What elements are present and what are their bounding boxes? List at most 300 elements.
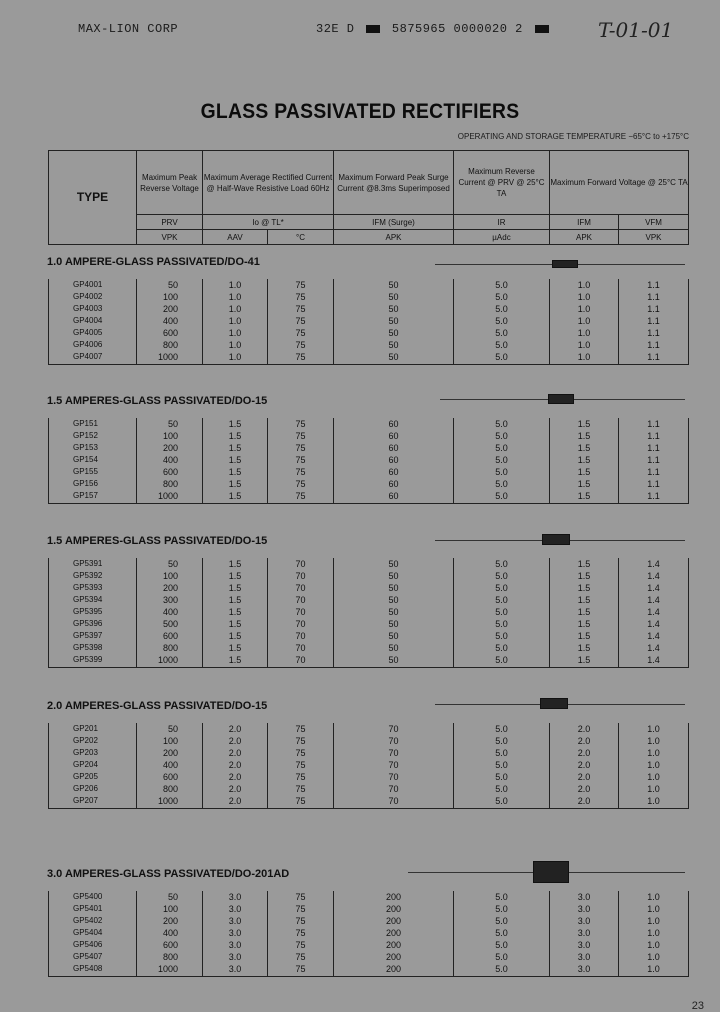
table-row [49,783,689,795]
type-cell: GP151 [49,418,137,430]
ir-cell: 5.0 [454,442,550,454]
ifm-cell: 1.5 [550,442,619,454]
io-cell: 2.0 [203,723,268,735]
io-cell: 1.0 [203,279,268,291]
table-row [49,279,689,291]
vfm-cell: 1.0 [619,771,689,783]
prv-cell: 100 [137,570,203,582]
doc-code: 32E D [316,22,355,36]
vfm-cell: 1.4 [619,558,689,570]
type-cell: GP4005 [49,327,137,339]
tl-cell: 75 [268,279,334,291]
type-cell: GP4004 [49,315,137,327]
tl-cell: 75 [268,963,334,977]
tl-cell: 75 [268,454,334,466]
ir-cell: 5.0 [454,291,550,303]
io-cell: 1.0 [203,303,268,315]
table-row [49,478,689,490]
tl-cell: 75 [268,951,334,963]
prv-cell: 100 [137,430,203,442]
type-cell: GP5398 [49,642,137,654]
ir-cell: 5.0 [454,927,550,939]
io-cell: 1.0 [203,291,268,303]
type-cell: GP205 [49,771,137,783]
prv-cell: 1000 [137,963,203,977]
prv-cell: 50 [137,723,203,735]
prv-cell: 800 [137,783,203,795]
ir-cell: 5.0 [454,903,550,915]
tl-cell: 75 [268,418,334,430]
ifm-cell: 2.0 [550,735,619,747]
prv-cell: 800 [137,951,203,963]
handwritten-code: T-01-01 [598,18,674,42]
table-row [49,927,689,939]
prv-cell: 400 [137,759,203,771]
spec-table-do15-a [48,418,689,504]
ir-cell: 5.0 [454,606,550,618]
type-cell: GP155 [49,466,137,478]
table-row [49,442,689,454]
ir-cell: 5.0 [454,466,550,478]
vfm-cell: 1.1 [619,490,689,504]
unit-label: VFM [619,215,689,230]
io-cell: 3.0 [203,903,268,915]
surge-cell: 60 [334,418,454,430]
vfm-cell: 1.0 [619,951,689,963]
ifm-cell: 1.5 [550,654,619,668]
vfm-cell: 1.0 [619,759,689,771]
surge-cell: 60 [334,454,454,466]
io-cell: 3.0 [203,915,268,927]
spec-table-do15-b [48,558,689,668]
table-row [49,771,689,783]
io-cell: 1.0 [203,315,268,327]
ifm-cell: 1.5 [550,642,619,654]
surge-cell: 50 [334,339,454,351]
table-row [49,339,689,351]
ir-cell: 5.0 [454,327,550,339]
surge-cell: 50 [334,303,454,315]
io-cell: 3.0 [203,963,268,977]
vfm-cell: 1.4 [619,618,689,630]
unit-label: APK [334,230,454,245]
table-row [49,735,689,747]
page-title: GLASS PASSIVATED RECTIFIERS [200,100,520,123]
surge-cell: 70 [334,783,454,795]
ifm-cell: 1.0 [550,351,619,365]
vfm-cell: 1.0 [619,939,689,951]
table-row [49,618,689,630]
ifm-cell: 1.5 [550,594,619,606]
table-row [49,570,689,582]
prv-cell: 100 [137,735,203,747]
vfm-cell: 1.0 [619,915,689,927]
surge-cell: 70 [334,771,454,783]
prv-cell: 400 [137,606,203,618]
spec-table-do41 [48,279,689,365]
doc-code-line [316,22,553,36]
type-cell: GP5392 [49,570,137,582]
table-row [49,454,689,466]
section-title: 1.5 AMPERES-GLASS PASSIVATED/DO-15 [47,395,268,407]
prv-cell: 800 [137,478,203,490]
type-cell: GP4002 [49,291,137,303]
unit-label: VPK [619,230,689,245]
ifm-cell: 1.0 [550,327,619,339]
vfm-cell: 1.1 [619,430,689,442]
vfm-cell: 1.1 [619,454,689,466]
io-cell: 1.0 [203,351,268,365]
page-number: 23 [691,1000,704,1012]
table-row [49,303,689,315]
vfm-cell: 1.1 [619,351,689,365]
table-row [49,723,689,735]
table-row [49,351,689,365]
surge-cell: 200 [334,951,454,963]
type-cell: GP4003 [49,303,137,315]
ir-cell: 5.0 [454,630,550,642]
type-cell: GP4006 [49,339,137,351]
ifm-cell: 1.5 [550,558,619,570]
table-row [49,939,689,951]
ifm-cell: 3.0 [550,927,619,939]
ifm-cell: 1.5 [550,618,619,630]
ifm-cell: 3.0 [550,903,619,915]
io-cell: 1.5 [203,558,268,570]
prv-cell: 100 [137,291,203,303]
table-row [49,315,689,327]
table-row [49,891,689,903]
unit-label: IFM (Surge) [334,215,454,230]
io-cell: 1.5 [203,654,268,668]
io-cell: 1.5 [203,630,268,642]
table-row [49,759,689,771]
vfm-cell: 1.4 [619,642,689,654]
ifm-cell: 3.0 [550,891,619,903]
vfm-cell: 1.1 [619,442,689,454]
unit-label: µAdc [454,230,550,245]
tl-cell: 75 [268,303,334,315]
ir-cell: 5.0 [454,430,550,442]
vfm-cell: 1.0 [619,891,689,903]
io-cell: 1.0 [203,327,268,339]
prv-cell: 50 [137,891,203,903]
io-cell: 2.0 [203,795,268,809]
tl-cell: 75 [268,723,334,735]
tl-cell: 75 [268,327,334,339]
type-cell: GP5400 [49,891,137,903]
tl-cell: 75 [268,490,334,504]
prv-cell: 300 [137,594,203,606]
tl-cell: 70 [268,654,334,668]
io-cell: 1.5 [203,618,268,630]
vfm-cell: 1.0 [619,747,689,759]
vfm-cell: 1.0 [619,735,689,747]
vfm-cell: 1.4 [619,594,689,606]
ifm-cell: 2.0 [550,723,619,735]
vfm-cell: 1.1 [619,303,689,315]
io-cell: 1.5 [203,594,268,606]
type-cell: GP152 [49,430,137,442]
col-peak-reverse-voltage: Maximum Peak Reverse Voltage [137,151,203,215]
ifm-cell: 1.0 [550,291,619,303]
vfm-cell: 1.1 [619,291,689,303]
vfm-cell: 1.0 [619,963,689,977]
surge-cell: 60 [334,442,454,454]
table-row [49,466,689,478]
black-mark-icon [366,25,380,33]
unit-label: VPK [137,230,203,245]
ir-cell: 5.0 [454,351,550,365]
prv-cell: 50 [137,558,203,570]
type-cell: GP204 [49,759,137,771]
tl-cell: 70 [268,582,334,594]
io-cell: 1.5 [203,570,268,582]
type-cell: GP203 [49,747,137,759]
prv-cell: 400 [137,927,203,939]
type-cell: GP202 [49,735,137,747]
type-header: TYPE [49,151,137,245]
ir-cell: 5.0 [454,771,550,783]
io-cell: 2.0 [203,747,268,759]
vfm-cell: 1.0 [619,927,689,939]
vfm-cell: 1.1 [619,418,689,430]
io-cell: 3.0 [203,939,268,951]
section-title: 1.5 AMPERES-GLASS PASSIVATED/DO-15 [47,535,268,547]
tl-cell: 75 [268,903,334,915]
table-row [49,915,689,927]
ir-cell: 5.0 [454,315,550,327]
ir-cell: 5.0 [454,642,550,654]
ifm-cell: 1.5 [550,478,619,490]
io-cell: 2.0 [203,771,268,783]
table-row [49,594,689,606]
ir-cell: 5.0 [454,795,550,809]
ir-cell: 5.0 [454,582,550,594]
ifm-cell: 3.0 [550,963,619,977]
ir-cell: 5.0 [454,339,550,351]
surge-cell: 200 [334,903,454,915]
prv-cell: 600 [137,327,203,339]
prv-cell: 400 [137,315,203,327]
table-row [49,654,689,668]
vfm-cell: 1.0 [619,723,689,735]
ifm-cell: 3.0 [550,915,619,927]
ir-cell: 5.0 [454,490,550,504]
vfm-cell: 1.1 [619,327,689,339]
surge-cell: 70 [334,723,454,735]
type-cell: GP154 [49,454,137,466]
table-row [49,903,689,915]
ifm-cell: 2.0 [550,795,619,809]
col-peak-surge-current: Maximum Forward Peak Surge Current @8.3ms Superimposed [334,151,454,215]
ir-cell: 5.0 [454,723,550,735]
tl-cell: 75 [268,915,334,927]
section-title: 2.0 AMPERES-GLASS PASSIVATED/DO-15 [47,700,268,712]
ir-cell: 5.0 [454,783,550,795]
ifm-cell: 1.0 [550,279,619,291]
ifm-cell: 1.0 [550,303,619,315]
surge-cell: 70 [334,747,454,759]
prv-cell: 200 [137,582,203,594]
ifm-cell: 1.5 [550,582,619,594]
vfm-cell: 1.0 [619,783,689,795]
tl-cell: 70 [268,618,334,630]
surge-cell: 60 [334,478,454,490]
tl-cell: 75 [268,891,334,903]
io-cell: 1.5 [203,418,268,430]
io-cell: 1.5 [203,454,268,466]
ir-cell: 5.0 [454,418,550,430]
tl-cell: 75 [268,430,334,442]
ir-cell: 5.0 [454,303,550,315]
ifm-cell: 3.0 [550,951,619,963]
prv-cell: 800 [137,339,203,351]
io-cell: 1.5 [203,466,268,478]
type-cell: GP5401 [49,903,137,915]
type-cell: GP5394 [49,594,137,606]
table-row [49,951,689,963]
io-cell: 1.5 [203,606,268,618]
tl-cell: 75 [268,466,334,478]
doc-number: 5875965 0000020 2 [391,22,523,36]
type-cell: GP5406 [49,939,137,951]
prv-cell: 600 [137,466,203,478]
type-cell: GP4007 [49,351,137,365]
prv-cell: 800 [137,642,203,654]
ir-cell: 5.0 [454,558,550,570]
surge-cell: 60 [334,430,454,442]
table-row [49,327,689,339]
prv-cell: 100 [137,903,203,915]
type-cell: GP5399 [49,654,137,668]
spec-table-do15-c [48,723,689,809]
tl-cell: 70 [268,558,334,570]
type-cell: GP206 [49,783,137,795]
surge-cell: 50 [334,630,454,642]
tl-cell: 75 [268,735,334,747]
type-cell: GP157 [49,490,137,504]
col-forward-voltage: Maximum Forward Voltage @ 25°C TA [550,151,689,215]
unit-label: PRV [137,215,203,230]
surge-cell: 200 [334,963,454,977]
ir-cell: 5.0 [454,759,550,771]
ir-cell: 5.0 [454,478,550,490]
tl-cell: 75 [268,747,334,759]
tl-cell: 75 [268,771,334,783]
surge-cell: 50 [334,315,454,327]
type-cell: GP156 [49,478,137,490]
surge-cell: 60 [334,466,454,478]
surge-cell: 50 [334,351,454,365]
prv-cell: 200 [137,915,203,927]
prv-cell: 500 [137,618,203,630]
prv-cell: 1000 [137,490,203,504]
ifm-cell: 3.0 [550,939,619,951]
ifm-cell: 2.0 [550,783,619,795]
ir-cell: 5.0 [454,570,550,582]
surge-cell: 70 [334,759,454,771]
unit-label: Io @ TL* [203,215,334,230]
prv-cell: 1000 [137,795,203,809]
tl-cell: 70 [268,606,334,618]
tl-cell: 75 [268,795,334,809]
tl-cell: 75 [268,339,334,351]
ifm-cell: 1.5 [550,606,619,618]
io-cell: 1.5 [203,582,268,594]
io-cell: 1.5 [203,478,268,490]
tl-cell: 70 [268,630,334,642]
ir-cell: 5.0 [454,915,550,927]
vfm-cell: 1.4 [619,654,689,668]
col-reverse-current: Maximum Reverse Current @ PRV @ 25°C TA [454,151,550,215]
io-cell: 1.5 [203,430,268,442]
prv-cell: 50 [137,279,203,291]
unit-label: APK [550,230,619,245]
io-cell: 3.0 [203,927,268,939]
surge-cell: 50 [334,654,454,668]
tl-cell: 75 [268,351,334,365]
prv-cell: 200 [137,303,203,315]
type-cell: GP4001 [49,279,137,291]
surge-cell: 200 [334,939,454,951]
prv-cell: 200 [137,442,203,454]
ir-cell: 5.0 [454,951,550,963]
ifm-cell: 1.5 [550,630,619,642]
table-row [49,490,689,504]
vfm-cell: 1.4 [619,630,689,642]
ir-cell: 5.0 [454,279,550,291]
surge-cell: 50 [334,558,454,570]
table-row [49,795,689,809]
section-title: 3.0 AMPERES-GLASS PASSIVATED/DO-201AD [47,868,290,880]
table-row [49,630,689,642]
tl-cell: 70 [268,570,334,582]
type-cell: GP5404 [49,927,137,939]
surge-cell: 50 [334,582,454,594]
io-cell: 2.0 [203,759,268,771]
tl-cell: 75 [268,442,334,454]
table-row [49,582,689,594]
company-name: MAX-LION CORP [78,22,179,36]
vfm-cell: 1.4 [619,570,689,582]
ifm-cell: 1.0 [550,339,619,351]
table-row [49,747,689,759]
surge-cell: 200 [334,927,454,939]
tl-cell: 75 [268,783,334,795]
table-row [49,558,689,570]
spec-header-table [48,150,689,245]
io-cell: 1.5 [203,642,268,654]
prv-cell: 50 [137,418,203,430]
surge-cell: 50 [334,642,454,654]
table-row [49,963,689,977]
unit-label: °C [268,230,334,245]
unit-label: AAV [203,230,268,245]
vfm-cell: 1.1 [619,315,689,327]
prv-cell: 600 [137,939,203,951]
vfm-cell: 1.1 [619,339,689,351]
unit-label: IFM [550,215,619,230]
ifm-cell: 1.5 [550,418,619,430]
surge-cell: 60 [334,490,454,504]
type-cell: GP5396 [49,618,137,630]
ir-cell: 5.0 [454,618,550,630]
prv-cell: 400 [137,454,203,466]
surge-cell: 50 [334,291,454,303]
type-cell: GP5397 [49,630,137,642]
vfm-cell: 1.1 [619,279,689,291]
